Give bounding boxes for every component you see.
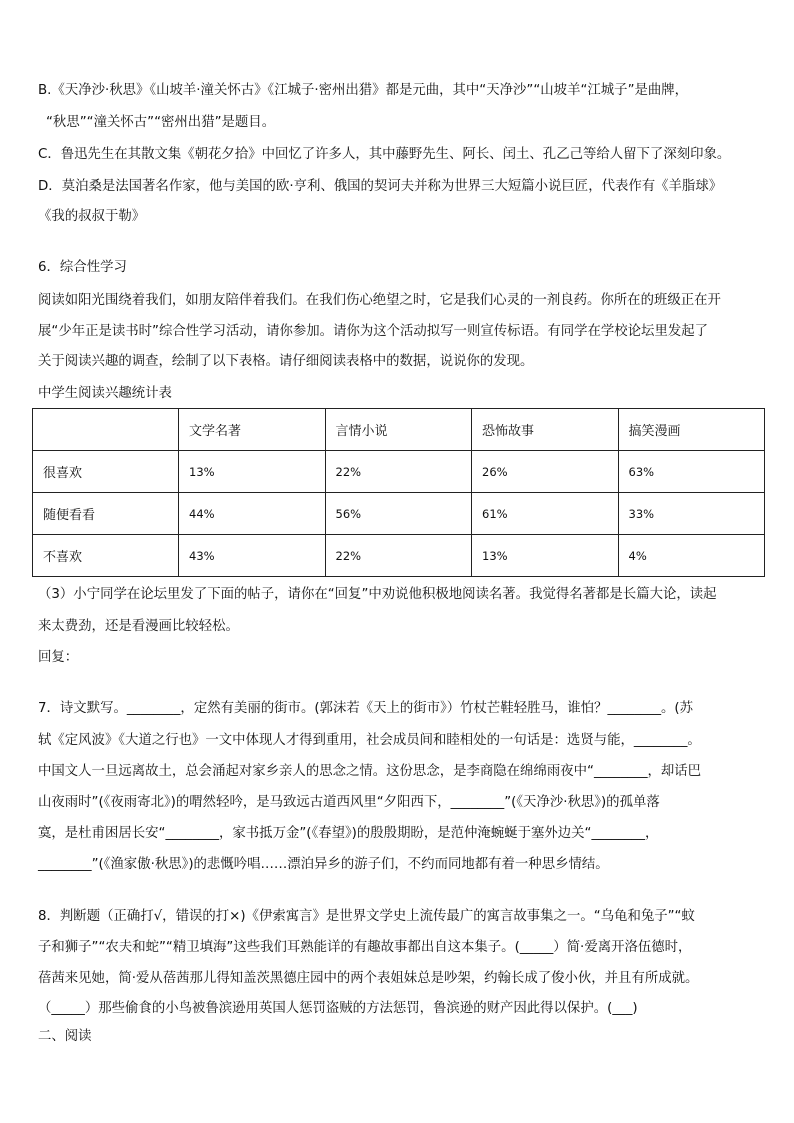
option-b-line-1: B.《天净沙·秋思》《山坡羊·潼关怀古》《江城子·密州出猎》都是元曲，其中“天净沙”“山坡羊“江城子”是曲牌， bbox=[38, 83, 689, 98]
table-header-cell: 言情小说 bbox=[325, 409, 472, 451]
table-cell: 61% bbox=[472, 493, 619, 535]
q7-line-6: ________”(《渔家傲·秋思》)的悲慨吟唱……漂泊异乡的游子们，不约而同地都有着一种思乡情结。 bbox=[38, 857, 609, 872]
table-row bbox=[33, 493, 765, 535]
q7-line-1: 7．诗文默写。________，定然有美丽的街市。(郭沫若《天上的街市》）竹杖芒鞋轻胜马，谁怕？________。(苏 bbox=[38, 701, 694, 716]
option-d-line-1: D．莫泊桑是法国著名作家，他与美国的欧·亨利、俄国的契诃夫并称为世界三大短篇小说巨匠，代表作有《羊脂球》 bbox=[38, 179, 723, 194]
table-cell: 13% bbox=[472, 535, 619, 577]
q6-para-line-2: 展“少年正是读书时”综合性学习活动，请你参加。请你为这个活动拟写一则宣传标语。有同学在学校论坛里发起了 bbox=[38, 324, 709, 339]
q7-line-3: 中国文人一旦远离故土，总会涌起对家乡亲人的思念之情。这份思念，是李商隐在绵绵雨夜中“________，却话巴 bbox=[38, 764, 702, 779]
table-row-label: 不喜欢 bbox=[33, 535, 179, 577]
q6-para-line-1: 阅读如阳光围绕着我们，如朋友陪伴着我们。在我们伤心绝望之时，它是我们心灵的一剂良药。你所在的班级正在开 bbox=[38, 293, 721, 308]
option-d-line-2: 《我的叔叔于勒》 bbox=[38, 209, 146, 224]
q7-line-5: 寞，是杜甫困居长安“________，家书抵万金”(《春望》)的殷殷期盼，是范仲淹蜿蜒于塞外边关“________， bbox=[38, 826, 659, 841]
table-row-label: 随便看看 bbox=[33, 493, 179, 535]
table-header-cell: 文学名著 bbox=[179, 409, 326, 451]
section-two-heading: 二、阅读 bbox=[38, 1029, 92, 1044]
table-title: 中学生阅读兴趣统计表 bbox=[38, 386, 172, 401]
q8-line-1: 8．判断题（正确打√，错误的打×)《伊索寓言》是世界文学史上流传最广的寓言故事集之一。“乌龟和兔子”“蚊 bbox=[38, 909, 695, 924]
table-header-cell: 恐怖故事 bbox=[472, 409, 619, 451]
q7-line-2: 轼《定风波》《大道之行也》一文中体现人才得到重用，社会成员间和睦相处的一句话是：选贤与能，________。 bbox=[38, 733, 701, 748]
reply-label: 回复： bbox=[38, 650, 79, 665]
table-cell: 22% bbox=[325, 451, 472, 493]
q8-line-4: （_____）那些偷食的小鸟被鲁滨逊用英国人惩罚盗贼的方法惩罚，鲁滨逊的财产因此得以保护。(___) bbox=[38, 1001, 638, 1016]
table-cell: 43% bbox=[179, 535, 326, 577]
table-cell: 26% bbox=[472, 451, 619, 493]
q6-para-line-3: 关于阅读兴趣的调查，绘制了以下表格。请仔细阅读表格中的数据，说说你的发现。 bbox=[38, 354, 534, 369]
q6-heading: 6．综合性学习 bbox=[38, 260, 127, 275]
table-cell: 56% bbox=[325, 493, 472, 535]
table-row bbox=[33, 451, 765, 493]
q6-sub3-line-2: 来太费劲，还是看漫画比较轻松。 bbox=[38, 619, 239, 634]
table-header-cell bbox=[33, 409, 179, 451]
reading-interest-table bbox=[32, 408, 765, 577]
table-cell: 33% bbox=[618, 493, 765, 535]
q8-line-3: 蓓茜来见她，简·爱从蓓茜那儿得知盖茨黑德庄园中的两个表姐妹总是吵架，约翰长成了俊小伙，并且有所成就。 bbox=[38, 971, 699, 986]
q8-line-2: 子和狮子”“农夫和蛇”“精卫填海”这些我们耳熟能详的有趣故事都出自这本集子。(_____）简·爱离开洛伍德时， bbox=[38, 940, 692, 955]
table-row bbox=[33, 535, 765, 577]
table-header-row bbox=[33, 409, 765, 451]
table-cell: 63% bbox=[618, 451, 765, 493]
table-header-cell: 搞笑漫画 bbox=[618, 409, 765, 451]
q7-line-4: 山夜雨时”(《夜雨寄北》)的喟然轻吟，是马致远古道西风里“夕阳西下，________”(《天净沙·秋思》)的孤单落 bbox=[38, 795, 660, 810]
table-cell: 22% bbox=[325, 535, 472, 577]
q6-sub3-line-1: （3）小宁同学在论坛里发了下面的帖子，请你在“回复”中劝说他积极地阅读名著。我觉得名著都是长篇大论，读起 bbox=[38, 587, 717, 602]
table-cell: 13% bbox=[179, 451, 326, 493]
table-cell: 4% bbox=[618, 535, 765, 577]
table-cell: 44% bbox=[179, 493, 326, 535]
option-b-line-2: “秋思”“潼关怀古”“密州出猎”是题目。 bbox=[46, 115, 276, 130]
option-c-line: C．鲁迅先生在其散文集《朝花夕拾》中回忆了许多人，其中藤野先生、阿长、闰土、孔乙己等给人留下了深刻印象。 bbox=[38, 147, 731, 162]
table-row-label: 很喜欢 bbox=[33, 451, 179, 493]
